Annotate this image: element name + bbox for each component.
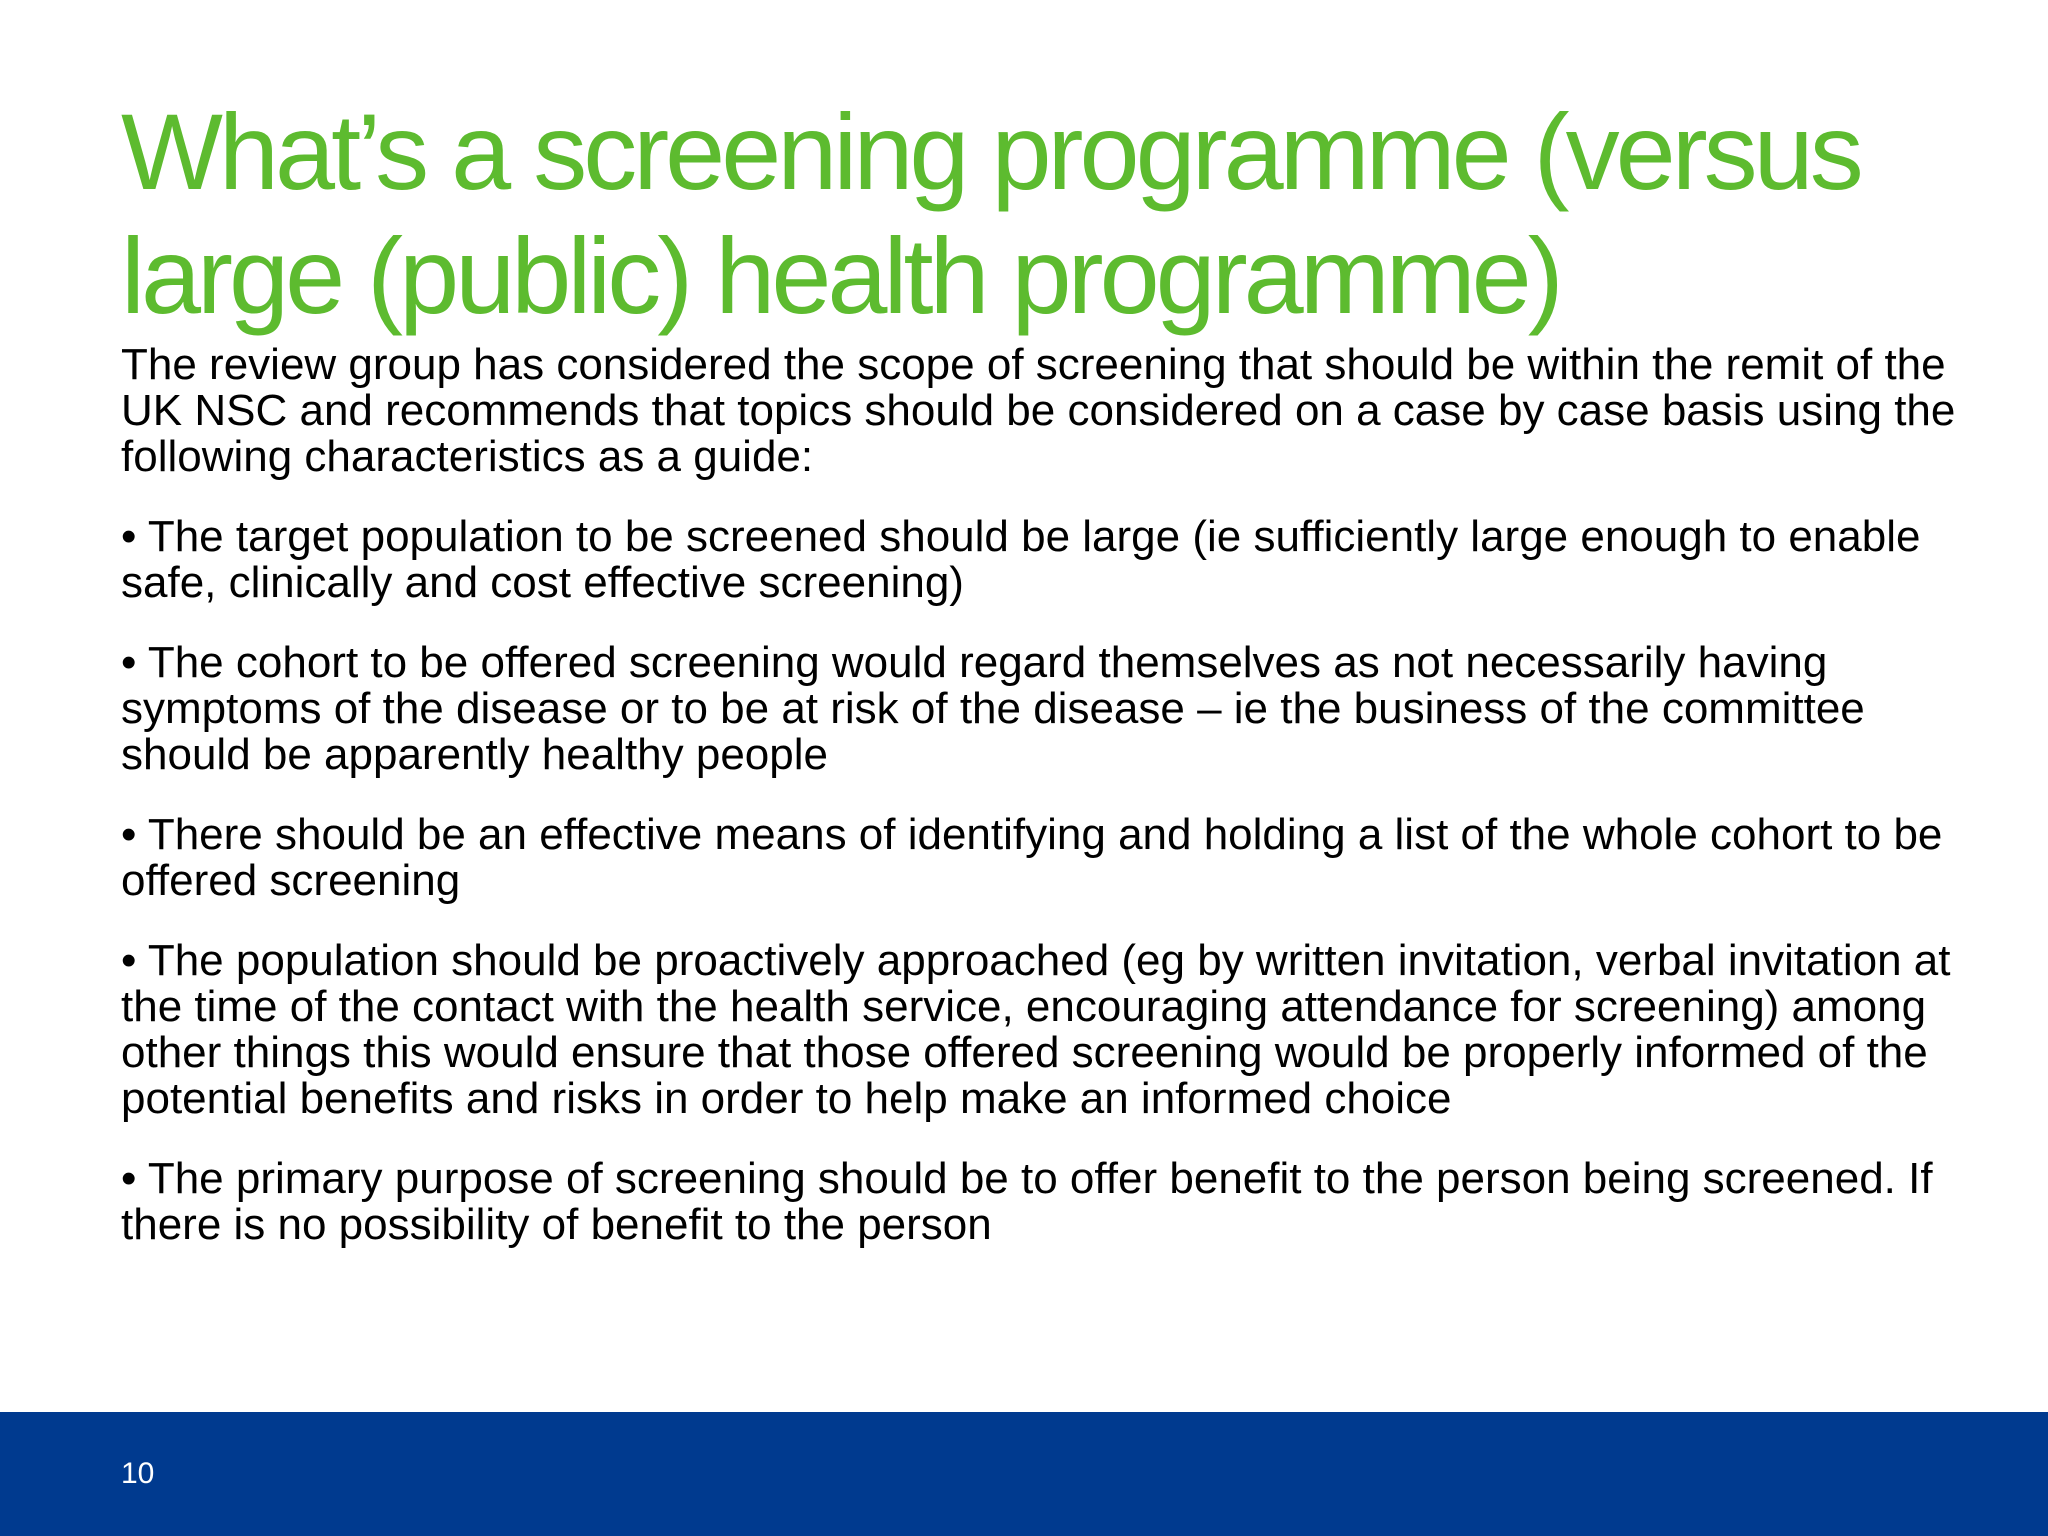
bullet-item: • The cohort to be offered screening would regard themselves as not necessarily having symptoms of the disease or to be at risk of the disease – ie the business of the committee should be apparently healthy people	[121, 638, 1865, 779]
intro-paragraph: The review group has considered the scope of screening that should be within the remit of the UK NSC and recommends that topics should be considered on a case by case basis using the following characteristics as a guide:	[121, 340, 1956, 481]
slide-body	[121, 342, 2001, 1282]
footer-bar	[0, 1412, 2048, 1536]
bullet-item: • The population should be proactively approached (eg by written invitation, verbal invitation at the time of the contact with the health service, encouraging attendance for screening) among other things this would ensure that those offered screening would be properly informed of the potential benefits and risks in order to help make an informed choice	[121, 936, 1951, 1123]
page-number: 10	[121, 1457, 155, 1490]
bullet-item: • The target population to be screened should be large (ie sufficiently large enough to enable safe, clinically and cost effective screening)	[121, 512, 1921, 607]
bullet-item: • There should be an effective means of identifying and holding a list of the whole cohort to be offered screening	[121, 810, 1943, 905]
slide-title: What’s a screening programme (versus large (public) health programme)	[121, 91, 1860, 336]
bullet-item: • The primary purpose of screening should be to offer benefit to the person being screened. If there is no possibility of benefit to the person	[121, 1154, 1933, 1249]
